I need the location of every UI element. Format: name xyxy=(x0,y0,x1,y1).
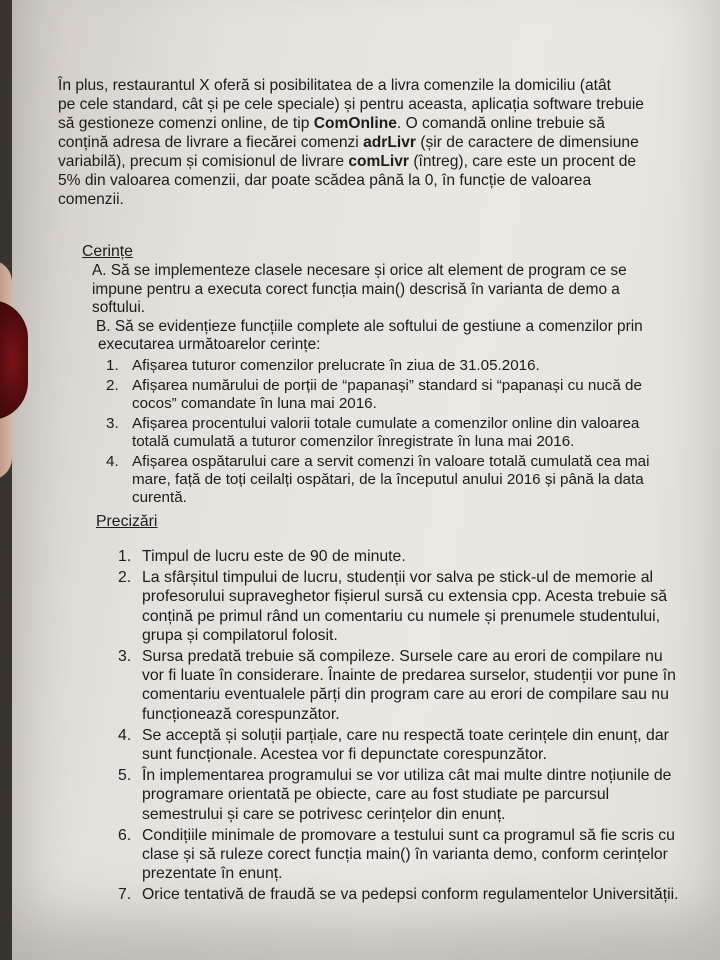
req-line: B. Să se evidențieze funcțiile complete ale softului de gestiune a comenzilor prin xyxy=(96,317,643,335)
req-line: softului. xyxy=(92,299,146,316)
class-name-comonline: ComOnline xyxy=(313,115,397,132)
note-item xyxy=(118,766,679,824)
note-line: comentariu eventualele părți din program care au erori de compilare sau nu xyxy=(142,686,669,704)
note-number: 4. xyxy=(118,726,132,744)
requirement-line: curentă. xyxy=(132,489,187,506)
note-number: 6. xyxy=(118,826,132,844)
requirement-number: 2. xyxy=(106,377,119,394)
note-line: funcționează corespunzător. xyxy=(142,705,340,723)
note-item xyxy=(118,568,679,645)
intro-paragraph xyxy=(58,76,698,209)
requirement-number: 1. xyxy=(106,357,119,374)
note-line: vor fi luate în considerare. Înainte de predarea surselor, studenții vor pune în xyxy=(142,667,676,685)
field-adrlivr: adrLivr xyxy=(363,134,416,151)
requirement-number: 4. xyxy=(106,453,119,470)
section-heading-cerinte: Cerințe xyxy=(82,243,133,260)
intro-line: 5% din valoarea comenzii, dar poate scădea până la 0, în funcție de valoarea xyxy=(58,172,592,189)
note-line: semestrului și care se potrivesc cerințelor din enunț. xyxy=(142,805,506,823)
note-item xyxy=(118,726,679,764)
note-line: La sfârșitul timpului de lucru, studenții vor salva pe stick-ul de memorie al xyxy=(142,569,653,587)
note-item xyxy=(118,885,679,904)
intro-line: să gestioneze comenzi online, de tip ComOnline. O comandă online trebuie să xyxy=(58,115,605,132)
requirement-item xyxy=(106,377,649,413)
note-item xyxy=(118,647,679,724)
req-line: A. Să se implementeze clasele necesare și orice alt element de program ce se xyxy=(92,262,627,279)
note-number: 5. xyxy=(118,767,132,785)
note-item xyxy=(118,547,679,566)
intro-line: conțină adresa de livrare a fiecărei comenzi adrLivr (șir de caractere de dimensiune xyxy=(58,134,639,151)
requirement-line: totală cumulată a tuturor comenzilor înregistrate în luna mai 2016. xyxy=(132,433,575,450)
requirement-line: Afișarea tuturor comenzilor prelucrate în ziua de 31.05.2016. xyxy=(132,357,540,374)
requirement-line: cocos” comandate în luna mai 2016. xyxy=(132,395,377,412)
requirement-line: mare, față de toți ceilalți ospătari, de la începutul anului 2016 și până la data xyxy=(132,471,644,488)
note-line: Condițiile minimale de promovare a testului sunt ca programul să fie scris cu xyxy=(142,826,675,844)
intro-line: În plus, restaurantul X oferă si posibilitatea de a livra comenzile la domiciliu (atât xyxy=(58,77,611,94)
note-line: clase și să ruleze corect funcția main() în varianta demo, conform cerințelor xyxy=(142,846,668,864)
requirement-line: Afișarea numărului de porții de “papanași” standard si “papanași cu nucă de xyxy=(132,377,642,394)
note-line: programare orientată pe obiecte, care au fost studiate pe parcursul xyxy=(142,786,610,804)
note-line: Orice tentativă de fraudă se va pedepsi conform regulamentelor Universității. xyxy=(142,886,679,904)
requirement-item xyxy=(106,415,649,451)
note-item xyxy=(118,826,679,884)
notes-list xyxy=(118,547,679,905)
intro-line: pe cele standard, cât și pe cele speciale) și pentru aceasta, aplicația software trebuie xyxy=(58,96,644,113)
intro-line: variabilă), precum și comisionul de livrare comLivr (întreg), care este un procent de xyxy=(58,153,637,170)
note-line: profesorului supraveghetor fișierul sursă cu extensia cpp. Acesta trebuie să xyxy=(142,588,668,606)
requirements-list xyxy=(106,357,649,507)
requirements-ab xyxy=(92,262,682,355)
req-line: executarea următoarelor cerințe: xyxy=(98,336,321,353)
note-line: Timpul de lucru este de 90 de minute. xyxy=(142,548,406,565)
requirement-item xyxy=(106,453,649,507)
note-line: Se acceptă și soluții parțiale, care nu respectă toate cerințele din enunț, dar xyxy=(142,726,669,744)
note-line: Sursa predată trebuie să compileze. Sursele care au erori de compilare nu xyxy=(142,648,663,666)
intro-line: comenzii. xyxy=(58,191,124,208)
note-line: În implementarea programului se vor utiliza cât mai multe dintre noțiunile de xyxy=(142,767,672,785)
note-line: grupa și compilatorul folosit. xyxy=(142,626,338,644)
note-number: 1. xyxy=(118,548,132,565)
note-line: conțină pe primul rând un comentariu cu numele și prenumele studentului, xyxy=(142,607,661,625)
requirement-line: Afișarea procentului valorii totale cumulate a comenzilor online din valoarea xyxy=(132,415,640,432)
note-line: sunt funcționale. Acestea vor fi depunctate corespunzător. xyxy=(142,746,547,764)
section-heading-precizari: Precizări xyxy=(96,513,158,530)
note-number: 7. xyxy=(118,886,132,904)
note-number: 2. xyxy=(118,569,132,587)
note-line: prezentate în enunț. xyxy=(142,865,283,883)
requirement-line: Afișarea ospătarului care a servit comenzi în valoare totală cumulată cea mai xyxy=(132,453,650,470)
field-comlivr: comLivr xyxy=(348,153,409,170)
req-line: impune pentru a executa corect funcția main() descrisă în varianta de demo a xyxy=(92,280,620,298)
note-number: 3. xyxy=(118,648,132,666)
requirement-number: 3. xyxy=(106,415,119,432)
requirement-item xyxy=(106,357,649,375)
